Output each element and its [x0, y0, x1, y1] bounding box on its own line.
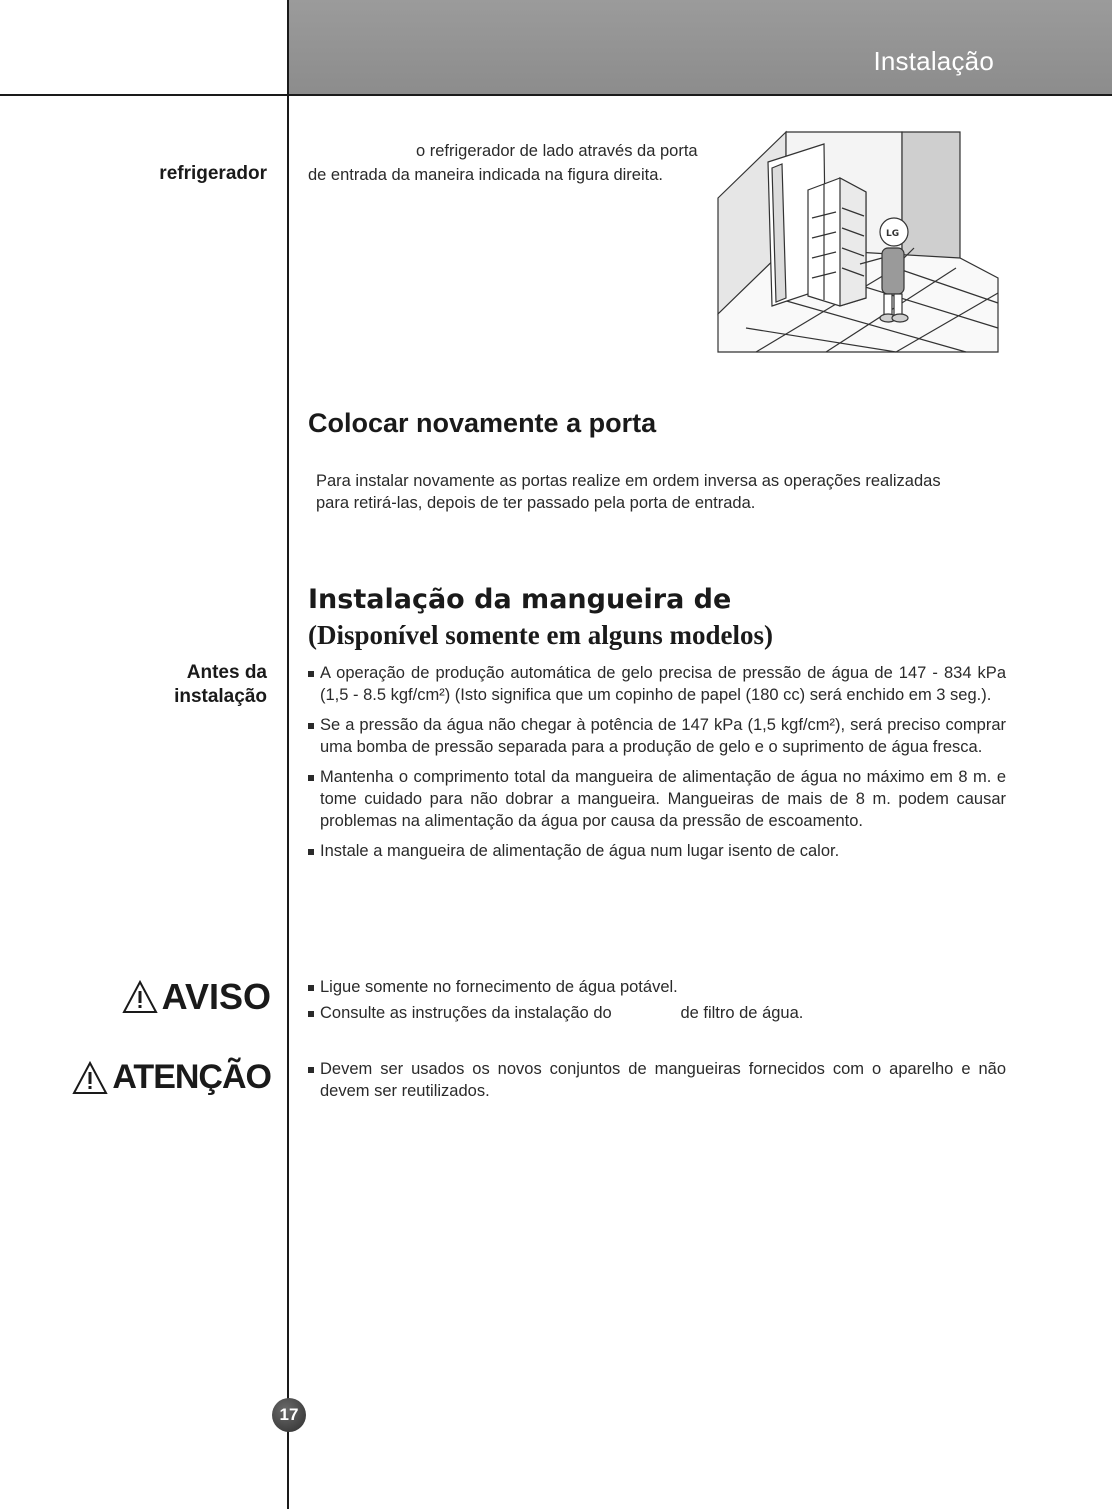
side-label-line-1: Antes da	[186, 662, 267, 683]
square-bullet-icon	[308, 985, 314, 991]
page-title: Instalação	[873, 46, 994, 76]
side-label-refrigerator: refrigerador	[159, 163, 267, 184]
warning-triangle-icon	[122, 980, 158, 1014]
header-divider	[0, 94, 1112, 96]
warning-list	[308, 976, 1006, 1024]
caution-label: ATENÇÃO	[72, 1058, 271, 1097]
list-item: Instale a mangueira de alimentação de água num lugar isento de calor.	[308, 840, 1006, 862]
side-label-line-2: instalação	[174, 686, 267, 707]
list-item: Consulte as instruções da instalação do de filtro de água.	[308, 1002, 1006, 1024]
square-bullet-icon	[308, 1067, 314, 1073]
list-item: A operação de produção automática de gelo precisa de pressão de água de 147 - 834 kPa (1,5 - 8.5 kgf/cm²) (Isto significa que um copinho de papel (180 cc) será enchido em 3 seg.).	[308, 662, 1006, 706]
list-item: Mantenha o comprimento total da mangueira de alimentação de água no máximo em 8 m. e tome cuidado para não dobrar a mangueira. Mangueiras de mais de 8 m. podem causar problemas na alimentação da água por causa da pressão de escoamento.	[308, 766, 1006, 832]
side-label-before-installation	[174, 661, 267, 709]
list-item: Devem ser usados os novos conjuntos de mangueiras fornecidos com o aparelho e não devem ser reutilizados.	[308, 1058, 1006, 1102]
door-section-line-1: Para instalar novamente as portas realize em ordem inversa as operações realizadas	[316, 472, 941, 490]
warning-label: AVISO	[122, 976, 271, 1018]
svg-text:LG: LG	[886, 229, 900, 239]
list-item: Se a pressão da água não chegar à potência de 147 kPa (1,5 kgf/cm²), será preciso comprar uma bomba de pressão separada para a produção de gelo e o suprimento de água fresca.	[308, 714, 1006, 758]
section-subtitle-models: (Disponível somente em alguns modelos)	[308, 620, 773, 650]
square-bullet-icon	[308, 775, 314, 781]
intro-line-1: o refrigerador de lado através da porta	[416, 142, 698, 160]
list-item: Ligue somente no fornecimento de água potável.	[308, 976, 1006, 998]
section-title-hose-installation: Instalação da mangueira de	[308, 584, 732, 615]
hose-requirements-list	[308, 662, 1006, 862]
square-bullet-icon	[308, 671, 314, 677]
refrigerator-through-door-illustration	[716, 128, 1000, 354]
square-bullet-icon	[308, 849, 314, 855]
section-title-reinstall-door: Colocar novamente a porta	[308, 408, 657, 438]
square-bullet-icon	[308, 723, 314, 729]
warning-triangle-icon	[72, 1061, 108, 1095]
intro-line-2: de entrada da maneira indicada na figura direita.	[308, 166, 663, 184]
page-number: 17	[272, 1398, 306, 1432]
door-section-line-2: para retirá-las, depois de ter passado pela porta de entrada.	[316, 494, 756, 512]
caution-list	[308, 1058, 1006, 1102]
header-band	[289, 0, 1112, 95]
square-bullet-icon	[308, 1011, 314, 1017]
column-divider	[287, 0, 289, 1509]
